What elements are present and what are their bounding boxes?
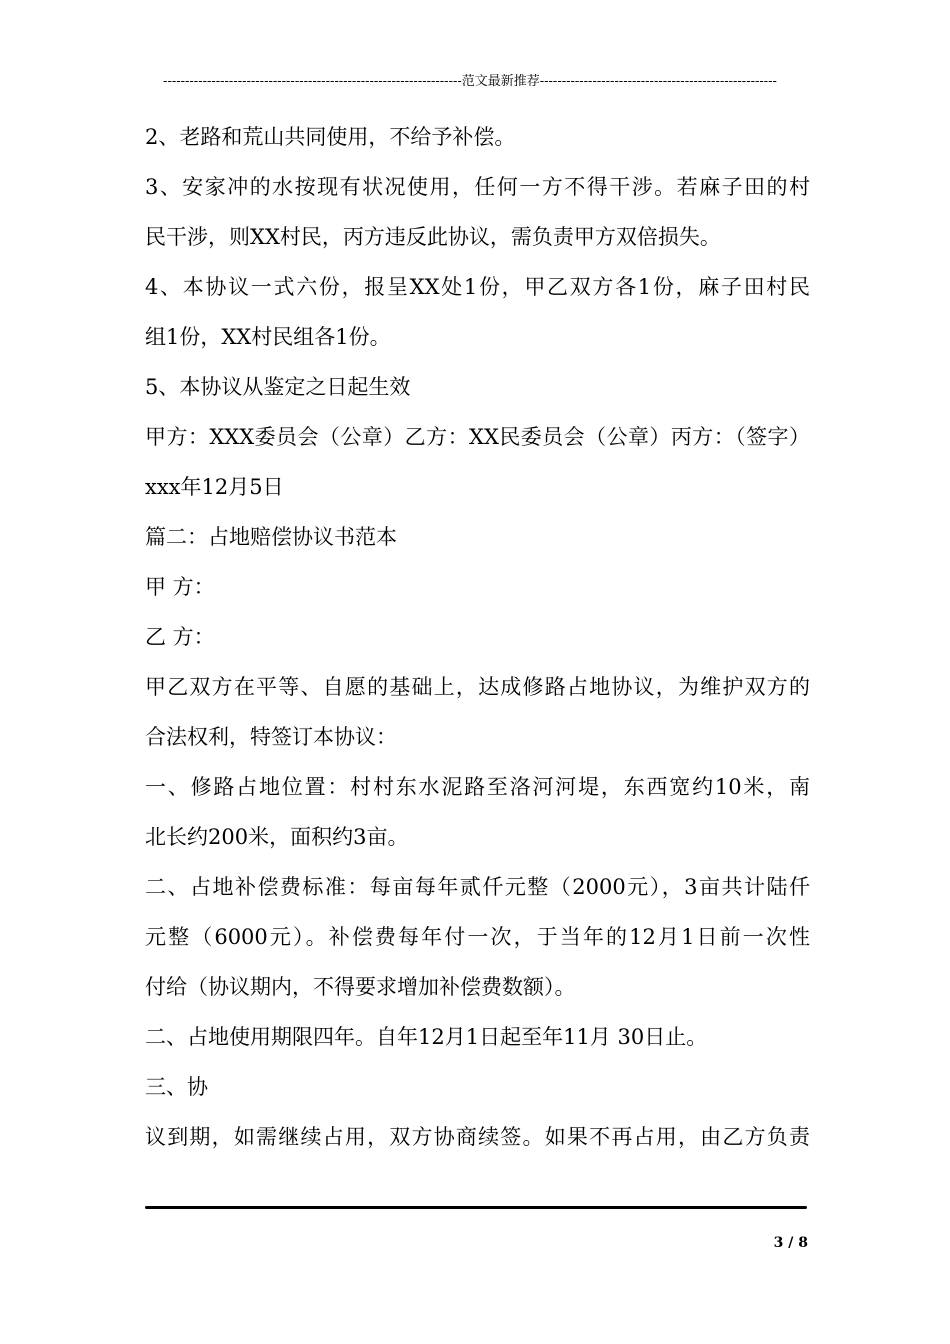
text-line: 一、修路占地位置：村村东水泥路至洛河河堤，东西宽约10米，南: [145, 775, 810, 799]
text-line: 议到期，如需继续占用，双方协商续签。如果不再占用，由乙方负责: [145, 1125, 810, 1149]
text-line: 5、本协议从鉴定之日起生效: [145, 375, 411, 399]
text-line: 元整（6000元）。补偿费每年付一次，于当年的12月1日前一次性: [145, 925, 810, 949]
text-line: 北长约200米，面积约3亩。: [145, 825, 409, 849]
text-line: 2、老路和荒山共同使用，不给予补偿。: [145, 125, 516, 149]
text-line: 合法权利，特签订本协议：: [145, 725, 397, 749]
text-line: 二、占地补偿费标准：每亩每年贰仟元整（2000元），3亩共计陆仟: [145, 875, 810, 899]
text-line: 二、占地使用期限四年。自年12月1日起至年11月 30日止。: [145, 1025, 708, 1049]
page-header: --------------------------------------------------------------------范文最新推荐------------------------------------------------------: [163, 74, 777, 89]
text-line: xxx年12月5日: [145, 475, 284, 499]
text-line: 甲乙双方在平等、自愿的基础上，达成修路占地协议，为维护双方的: [145, 675, 810, 699]
text-line: 篇二：占地赔偿协议书范本: [145, 525, 397, 549]
page-number: 3 / 8: [773, 1235, 808, 1251]
text-line: 付给（协议期内，不得要求增加补偿费数额）。: [145, 975, 576, 999]
text-line: 甲 方：: [145, 575, 215, 599]
footer-divider: [145, 1206, 807, 1209]
text-line: 4、本协议一式六份，报呈XX处1份，甲乙双方各1份，麻子田村民: [145, 275, 810, 299]
text-line: 乙 方：: [145, 625, 215, 649]
document-body: [145, 112, 810, 1162]
text-line: 甲方：XXX委员会（公章）乙方：XX民委员会（公章）丙方：（签字）: [145, 425, 810, 449]
text-line: 3、安家冲的水按现有状况使用，任何一方不得干涉。若麻子田的村: [145, 175, 810, 199]
text-line: 民干涉，则XX村民，丙方违反此协议，需负责甲方双倍损失。: [145, 225, 721, 249]
text-line: 三、协: [145, 1075, 208, 1099]
text-line: 组1份，XX村民组各1份。: [145, 325, 391, 349]
